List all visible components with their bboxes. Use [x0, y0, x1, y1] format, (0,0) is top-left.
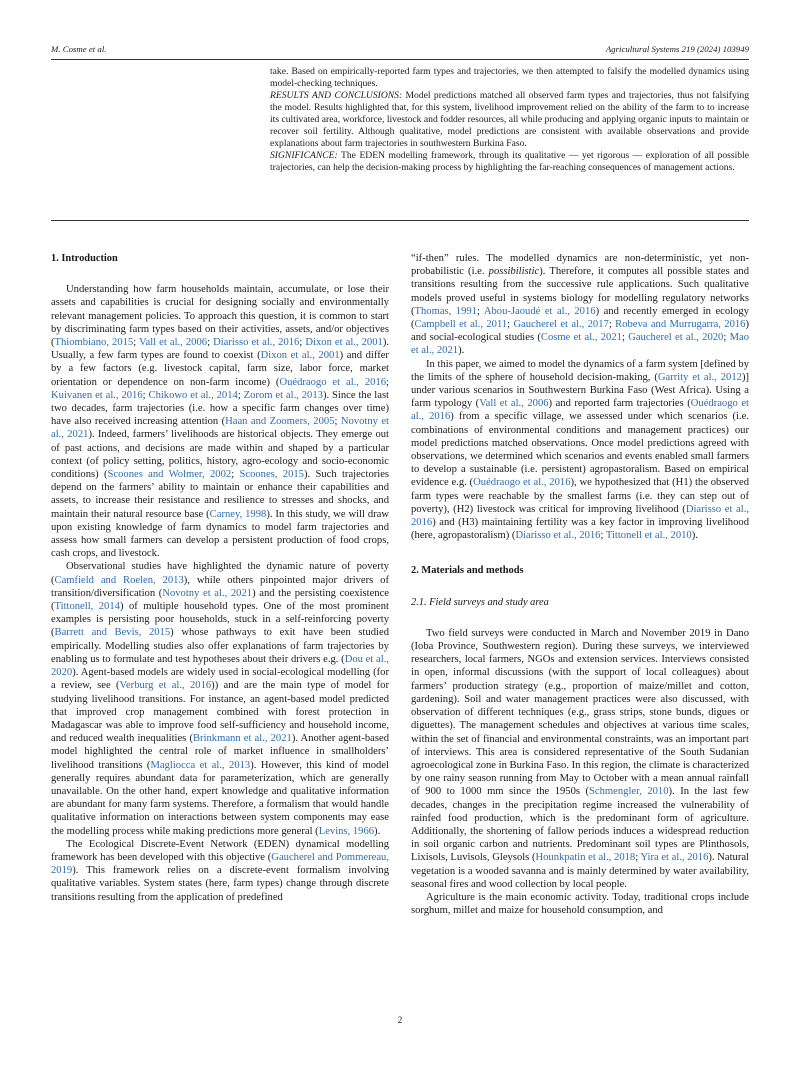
citation-link[interactable]: Brinkmann et al., 2021 — [192, 733, 292, 745]
running-header — [51, 44, 749, 58]
text-run: ; — [237, 389, 244, 401]
text-run: ; — [476, 305, 484, 317]
text-run: ). However, this kind of model generally requires abundant data for parameterization, which are generally unavailable. On the other hand, expert knowledge and qualitative information are abundant for many farm systems. Therefore, a formalism that would handle qualitative information on interactions between system components may ease the modelling process while making predictions more general ( — [51, 759, 389, 837]
text-run: ). Therefore, it computes all possible states and transitions resulting from the successive rule applications. Such qualitative models proved useful in systems biology for modelling regulatory networks ( — [411, 266, 749, 317]
text-run: ; — [608, 319, 616, 331]
text-run: ; — [723, 332, 730, 344]
left-column — [51, 252, 389, 904]
text-run: )] under various scenarios in Southwestern Burkina Faso (West Africa). Using a farm typology ( — [411, 371, 750, 410]
header-rule — [51, 59, 749, 60]
citation-link[interactable]: Diarisso et al., 2016 — [515, 530, 601, 542]
text-run: Two field surveys were conducted in March and November 2019 in Dano (Ioba Province, Southwestern region). During these surveys, we interviewed researchers, local farmers, NGOs and extension services. Interviews consisted in open, informal discussions (with the support of local colleagues) about farmers’ production strategy (e.g., proportion of maize/millet and cotton, gardening). Soil and water management practices were also discussed, with observation of different techniques (e.g., grass strips, stone bunds, digues or diguettes). The management schedules and objectives at various time scales, within the set of financial and environmental constraints, was an important part of interviews. This area is considered representative of the South Sudanian agroecological zone in Burkina Faso. In this region, the climate is characterized by one rainy season running from May to October with a mean annual rainfall of 900 to 1000 mm since the 1950s ( — [411, 627, 749, 798]
citation-link[interactable]: Diarisso et al., 2016 — [213, 337, 300, 349]
text-run: ). Such trajectories depend on the farmers’ ability to maintain or enhance their capabilities and assets, to increase their resistance and resilience to stresses and shocks, and maintain their natural resource base ( — [51, 469, 390, 520]
citation-link[interactable]: Thomas, 1991 — [414, 305, 477, 317]
citation-link[interactable]: Hounkpatin et al., 2018 — [535, 852, 636, 864]
citation-link[interactable]: Ouédraogo et al., 2016 — [279, 376, 387, 388]
citation-link[interactable]: Gaucherel and Pommereau, 2019 — [51, 851, 389, 877]
citation-link[interactable]: Ouédraogo et al., 2016 — [473, 477, 571, 489]
text-run: ). — [374, 825, 381, 837]
text-run: ) and (H3) maintaining fertility was a key factor in improving livelihood (here, agropastoralism) ( — [411, 517, 749, 542]
text-run: ; — [386, 376, 389, 388]
citation-link[interactable]: Vall et al., 2006 — [479, 398, 549, 410]
text-run: ) whose pathways to exit have been studied empirically. Modelling studies also offer explanations of farm trajectories by enabling us to formulate and test hypotheses about their drivers e.g. ( — [51, 627, 390, 665]
citation-link[interactable]: Kuivanen et al., 2016 — [51, 389, 143, 401]
text-run: ; — [231, 469, 240, 481]
results-label: RESULTS AND CONCLUSIONS: — [270, 90, 403, 101]
text-run: ; — [299, 337, 306, 349]
text-run: In this paper, we aimed to model the dynamics of a farm system [defined by the limits of the sphere of household decision-making, ( — [411, 358, 749, 383]
text-run: Observational studies have highlighted the dynamic nature of poverty ( — [51, 561, 389, 586]
text-run: Understanding how farm households maintain, accumulate, or lose their assets and capabilities is crucial for designing socially and environmentally relevant management policies. To approach this question, it is common to start by discriminating farm types based on their activities, assets, and/or objectives ( — [51, 284, 389, 349]
citation-link[interactable]: Campbell et al., 2011 — [414, 319, 508, 331]
citation-link[interactable]: Yira et al., 2016 — [640, 852, 709, 864]
italic-term: possibilistic — [488, 266, 540, 278]
citation-link[interactable]: Gaucherel et al., 2017 — [513, 319, 609, 331]
citation-link[interactable]: Scoones, 2015 — [239, 469, 304, 481]
text-run: ) and differ by a few factors (e.g. livestock capital, farm size, labor force, market orientation or dependence on non-farm income) ( — [51, 350, 389, 388]
text-run: ; — [507, 319, 514, 331]
significance-label: SIGNIFICANCE: — [270, 150, 338, 161]
text-run: ; — [133, 337, 140, 349]
citation-link[interactable]: Levins, 1966 — [318, 825, 375, 837]
citation-link[interactable]: Diarisso et al., 2016 — [411, 503, 749, 529]
abstract-results — [270, 90, 749, 150]
citation-link[interactable]: Ouédraogo et al., 2016 — [411, 398, 749, 423]
text-run: ). Agent-based models are widely used in social-ecological modelling (for a review, see ( — [51, 667, 389, 692]
citation-link[interactable]: Vall et al., 2006 — [139, 337, 208, 349]
section-title-methods: 2. Materials and methods — [411, 565, 524, 577]
text-run: ). This framework relies on a discrete-event formalism involving qualitative variables. System states (here, farm types) change through discrete transitions resulting from the application of predefined — [51, 865, 389, 903]
abstract-rule — [51, 220, 749, 221]
abstract-methods-tail: take. Based on empirically-reported farm types and trajectories, we then attempted to falsify the modelled dynamics using model-checking techniques. — [270, 66, 749, 89]
citation-link[interactable]: Tittonell, 2014 — [54, 601, 120, 613]
text-run: ) and recently emerged in ecology ( — [411, 305, 749, 331]
paragraph — [411, 891, 749, 917]
citation-link[interactable]: Scoones and Wolmer, 2002 — [107, 469, 232, 481]
text-run: ; — [142, 389, 149, 401]
text-run: ) and social-ecological studies ( — [411, 319, 750, 344]
text-run: ). Another agent-based model highlighted the central role of market influence in smallholders’ livelihood transitions ( — [51, 733, 389, 771]
citation-link[interactable]: Garrity et al., 2012 — [657, 371, 742, 383]
paragraph — [51, 838, 389, 904]
paragraph — [51, 283, 389, 560]
paragraph — [51, 560, 389, 837]
paragraph — [411, 627, 749, 891]
text-run: ). In this study, we will draw upon existing knowledge of farm dynamics to model farm trajectories and assess how small farmers can develop a persistent production of food crops, cash crops, and livestock. — [51, 508, 390, 560]
text-run: ; — [207, 337, 214, 349]
citation-link[interactable]: Dixon et al., 2001 — [260, 350, 340, 362]
citation-link[interactable]: Mao et al., 2021 — [411, 332, 750, 357]
text-run: ), we hypothesized that (H1) the observed farm types were reachable by the smallest farms (i.e. they can step out of poverty), (H2) livestock was critical for improving livelihood ( — [411, 477, 750, 515]
subsection-title-field-surveys: 2.1. Field surveys and study area — [411, 596, 549, 608]
abstract-significance — [270, 150, 749, 174]
citation-link[interactable]: Gaucherel et al., 2020 — [628, 332, 724, 344]
citation-link[interactable]: Barrett and Bevis, 2015 — [54, 627, 171, 639]
text-run: “if-then” rules. The modelled dynamics are non-deterministic, yet non-probabilistic (i.e. — [411, 253, 749, 278]
text-run: ) of multiple household types. One of the most prominent examples is persisting poor households, stuck in a self-reinforcing poverty ( — [51, 601, 389, 639]
page-number: 2 — [397, 1016, 403, 1026]
results-text: Model predictions matched all observed farm types and trajectories, thus not falsifying the model. Results highlighted that, for this system, livelihood improvement relied on the ability of the farm to to increase its cultivated area, workforce, livestock and fodder resources, all while producing and applying organic inputs to maintain or recover soil fertility. Although qualitative, model predictions are consistent with available observations and provide explanations about farm trajectories in southwestern Burkina Faso. — [270, 90, 749, 149]
citation-link[interactable]: Novotny et al., 2021 — [51, 416, 389, 441]
text-run: ) and reported farm trajectories ( — [548, 398, 691, 410]
citation-link[interactable]: Robeva and Murrugarra, 2016 — [615, 319, 746, 331]
citation-link[interactable]: Abou-Jaoudé et al., 2016 — [483, 305, 596, 317]
citation-link[interactable]: Tittonell et al., 2010 — [605, 530, 692, 542]
citation-link[interactable]: Dou et al., 2020 — [51, 653, 389, 679]
text-run: ; — [334, 416, 341, 428]
text-run: Agriculture is the main economic activity. Today, traditional crops include sorghum, millet and maize for household consumption, and — [411, 891, 749, 917]
citation-link[interactable]: Haan and Zoomers, 2005 — [225, 416, 335, 428]
text-run: ). Since the last two decades, farm trajectories (i.e. how a specific farm changes over time) have also received increasing attention ( — [51, 389, 390, 428]
citation-link[interactable]: Carney, 1998 — [209, 508, 267, 520]
paragraph — [411, 252, 749, 358]
header-authors: M. Cosme et al. — [51, 44, 107, 54]
text-run: The Ecological Discrete-Event Network (EDEN) dynamical modelling framework has been developed with this objective ( — [51, 838, 389, 863]
text-run: ; — [600, 530, 606, 542]
right-column — [411, 252, 749, 917]
text-run: ). Usually, a few farm types are found to coexist ( — [51, 337, 390, 362]
text-run: ). Indeed, farmers’ livelihoods are historical objects. They emerge out of past actions, and decisions are made within and shaped by a particular context (of policy setting, politics, history, agro-ecology and socio-economic conditions) ( — [51, 429, 390, 481]
citation-link[interactable]: Zorom et al., 2013 — [243, 389, 323, 401]
citation-link[interactable]: Chikowo et al., 2014 — [148, 389, 238, 401]
paragraph — [411, 358, 749, 543]
citation-link[interactable]: Camfield and Roelen, 2013 — [54, 574, 184, 586]
spacer — [411, 542, 749, 564]
header-journal: Agricultural Systems 219 (2024) 103949 — [605, 44, 749, 54]
text-run: )) and are the main type of model for studying livelihood transitions. For instance, an agent-based model predicted that improved crop management combined with forest protection in Madagascar was able to improve food self-sufficiency and household income, and reduced wealth inequalities ( — [51, 680, 390, 745]
text-run: ). — [691, 530, 698, 542]
citation-link[interactable]: Schmengler, 2010 — [589, 786, 669, 798]
text-run: ). Natural vegetation is a wooded savanna and is mainly determined by water availability, seasonal fires and wood collection by local people. — [411, 852, 749, 890]
text-run: ; — [635, 852, 641, 864]
text-run: ). In the last few decades, changes in the precipitation regime increased the vulnerability of rainfed food production, which is the predominant form of agriculture. Additionally, the shortening of fallow periods induces a widespread reduction in soil organic carbon and nutrients. Predominant soil types are Plinthosols, Lixisols, Luvisols, Gleysols ( — [411, 786, 749, 864]
abstract-continuation — [270, 66, 749, 174]
text-run: ; — [621, 332, 629, 344]
text-run: ). — [458, 345, 465, 357]
citation-link[interactable]: Magliocca et al., 2013 — [150, 759, 251, 771]
text-run: ) and the persisting coexistence ( — [51, 587, 389, 613]
citation-link[interactable]: Dixon et al., 2001 — [305, 337, 383, 349]
text-run: ), while others pinpointed major drivers of transition/diversification ( — [51, 574, 389, 599]
section-title-introduction: 1. Introduction — [51, 253, 118, 264]
citation-link[interactable]: Thiombiano, 2015 — [54, 337, 134, 349]
citation-link[interactable]: Verburg et al., 2016 — [119, 680, 212, 692]
text-run: ) from a specific village, we assessed under which scenarios (i.e. combinations of environmental conditions and management practices) our model predictions matched observations. Once model predictions agreed with observations, we determined which scenarios and events enabled small farmers to develop a sustainable (i.e. persistent) agropastoralism. Based on empirical evidence e.g. ( — [411, 411, 749, 489]
citation-link[interactable]: Cosme et al., 2021 — [540, 332, 622, 344]
significance-text: The EDEN modelling framework, through its qualitative — yet rigorous — exploration of all possible trajectories, can help the decision-making process by highlighting the far-reaching consequences of management actions. — [270, 150, 749, 173]
citation-link[interactable]: Novotny et al., 2021 — [162, 587, 253, 599]
